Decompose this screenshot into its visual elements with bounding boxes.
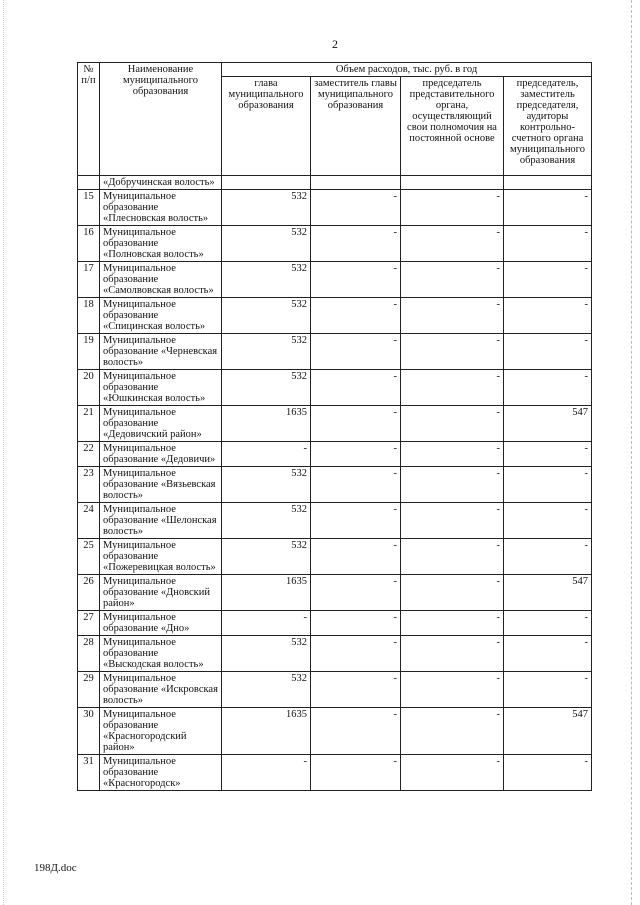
row-name: Муниципальное образование «Спицинская волость» [100,298,222,334]
row-value: 532 [222,370,311,406]
table-row [78,262,592,298]
row-value: - [401,190,504,226]
row-value: - [401,708,504,755]
table-row [78,636,592,672]
row-value: 532 [222,190,311,226]
row-name: Муниципальное образование «Дновский район» [100,575,222,611]
row-value: - [311,467,401,503]
row-value: - [311,226,401,262]
row-value: - [222,442,311,467]
row-value: - [311,755,401,791]
row-value: - [401,262,504,298]
row-value: 547 [504,708,592,755]
row-value [222,176,311,190]
row-value: 1635 [222,406,311,442]
row-value: - [311,334,401,370]
table-row [78,575,592,611]
row-value: - [401,334,504,370]
row-value: - [504,755,592,791]
row-name: Муниципальное образование «Красногородский район» [100,708,222,755]
table-row [78,539,592,575]
row-value: 532 [222,262,311,298]
row-value: - [504,226,592,262]
row-value: - [504,262,592,298]
row-num: 16 [78,226,100,262]
row-num: 18 [78,298,100,334]
row-value: - [504,334,592,370]
row-value: 532 [222,503,311,539]
row-num: 30 [78,708,100,755]
row-value: 532 [222,298,311,334]
row-value: - [401,539,504,575]
row-value: - [504,672,592,708]
header-col-chairman: председатель представительного органа, осуществляющий свои полномочия на постоянной основе [401,77,504,176]
row-value: 547 [504,575,592,611]
row-value: - [311,262,401,298]
row-name: Муниципальное образование «Юшкинская волость» [100,370,222,406]
row-value [401,176,504,190]
header-expense-group: Объем расходов, тыс. руб. в год [222,63,592,77]
row-num: 23 [78,467,100,503]
row-name: Муниципальное образование «Самолвовская волость» [100,262,222,298]
row-value: - [401,406,504,442]
row-num: 24 [78,503,100,539]
row-value: - [401,467,504,503]
budget-table [77,62,592,791]
table-row [78,672,592,708]
table-row [78,503,592,539]
row-num: 17 [78,262,100,298]
row-value: - [504,611,592,636]
row-value: - [311,370,401,406]
row-value: - [311,298,401,334]
table-row [78,298,592,334]
row-name: Муниципальное образование «Дно» [100,611,222,636]
row-value: - [311,442,401,467]
row-value: 532 [222,334,311,370]
header-col-head: глава муниципального образования [222,77,311,176]
row-value: - [311,575,401,611]
header-col-auditors: председатель, заместитель председателя, аудиторы контрольно-счетного органа муниципального образования [504,77,592,176]
table-row [78,708,592,755]
row-num: 31 [78,755,100,791]
table-row [78,334,592,370]
row-value: - [504,298,592,334]
row-value: 532 [222,672,311,708]
row-value: 1635 [222,708,311,755]
row-value: 532 [222,467,311,503]
table-row [78,370,592,406]
row-value: - [401,442,504,467]
row-num: 29 [78,672,100,708]
row-num: 27 [78,611,100,636]
row-value [311,176,401,190]
row-value: - [311,611,401,636]
row-name: Муниципальное образование «Красногородск» [100,755,222,791]
row-value: - [311,539,401,575]
row-value: 532 [222,636,311,672]
row-name: Муниципальное образование «Шелонская волость» [100,503,222,539]
row-num [78,176,100,190]
row-value: - [311,672,401,708]
table-row [78,226,592,262]
row-value: - [222,611,311,636]
row-name: Муниципальное образование «Пожеревицкая волость» [100,539,222,575]
row-value: - [222,755,311,791]
row-num: 19 [78,334,100,370]
table-row [78,611,592,636]
footer-filename: 198Д.doc [34,862,77,874]
row-value: - [504,467,592,503]
row-value: 1635 [222,575,311,611]
row-value: - [401,611,504,636]
row-name: Муниципальное образование «Плесновская волость» [100,190,222,226]
table-row [78,467,592,503]
row-value: - [401,575,504,611]
row-name: Муниципальное образование «Дедовичский район» [100,406,222,442]
row-num: 28 [78,636,100,672]
row-name: Муниципальное образование «Дедовичи» [100,442,222,467]
row-name: Муниципальное образование «Вязьевская волость» [100,467,222,503]
row-name: Муниципальное образование «Искровская волость» [100,672,222,708]
row-name: Муниципальное образование «Выскодская волость» [100,636,222,672]
header-num: № п/п [78,63,100,176]
scan-edge-left [3,0,4,905]
row-value: - [311,406,401,442]
row-value: - [311,503,401,539]
row-value: - [504,503,592,539]
table-row-continuation [78,176,592,190]
row-num: 20 [78,370,100,406]
row-value: - [311,636,401,672]
header-col-deputy: заместитель главы муниципального образования [311,77,401,176]
row-value: - [504,370,592,406]
table-row [78,406,592,442]
table-row [78,442,592,467]
row-value: - [504,636,592,672]
row-value: 532 [222,226,311,262]
scan-edge-right [631,0,632,905]
row-num: 25 [78,539,100,575]
row-num: 26 [78,575,100,611]
row-value: - [401,370,504,406]
row-name: Муниципальное образование «Полновская волость» [100,226,222,262]
row-value: - [311,190,401,226]
row-value: - [504,442,592,467]
row-value: - [504,190,592,226]
row-num: 22 [78,442,100,467]
page-number: 2 [332,37,338,51]
row-value: - [401,636,504,672]
row-value: - [401,226,504,262]
table-row [78,190,592,226]
row-value: - [401,672,504,708]
row-value: - [311,708,401,755]
row-value: - [504,539,592,575]
row-num: 15 [78,190,100,226]
header-row-group [78,63,592,77]
row-value [504,176,592,190]
row-value: - [401,755,504,791]
row-value: - [401,298,504,334]
row-value: 532 [222,539,311,575]
row-value: - [401,503,504,539]
row-value: 547 [504,406,592,442]
row-num: 21 [78,406,100,442]
row-name: Муниципальное образование «Черневская волость» [100,334,222,370]
row-name: «Добручинская волость» [100,176,222,190]
table-row [78,755,592,791]
header-name: Наименование муниципального образования [100,63,222,176]
